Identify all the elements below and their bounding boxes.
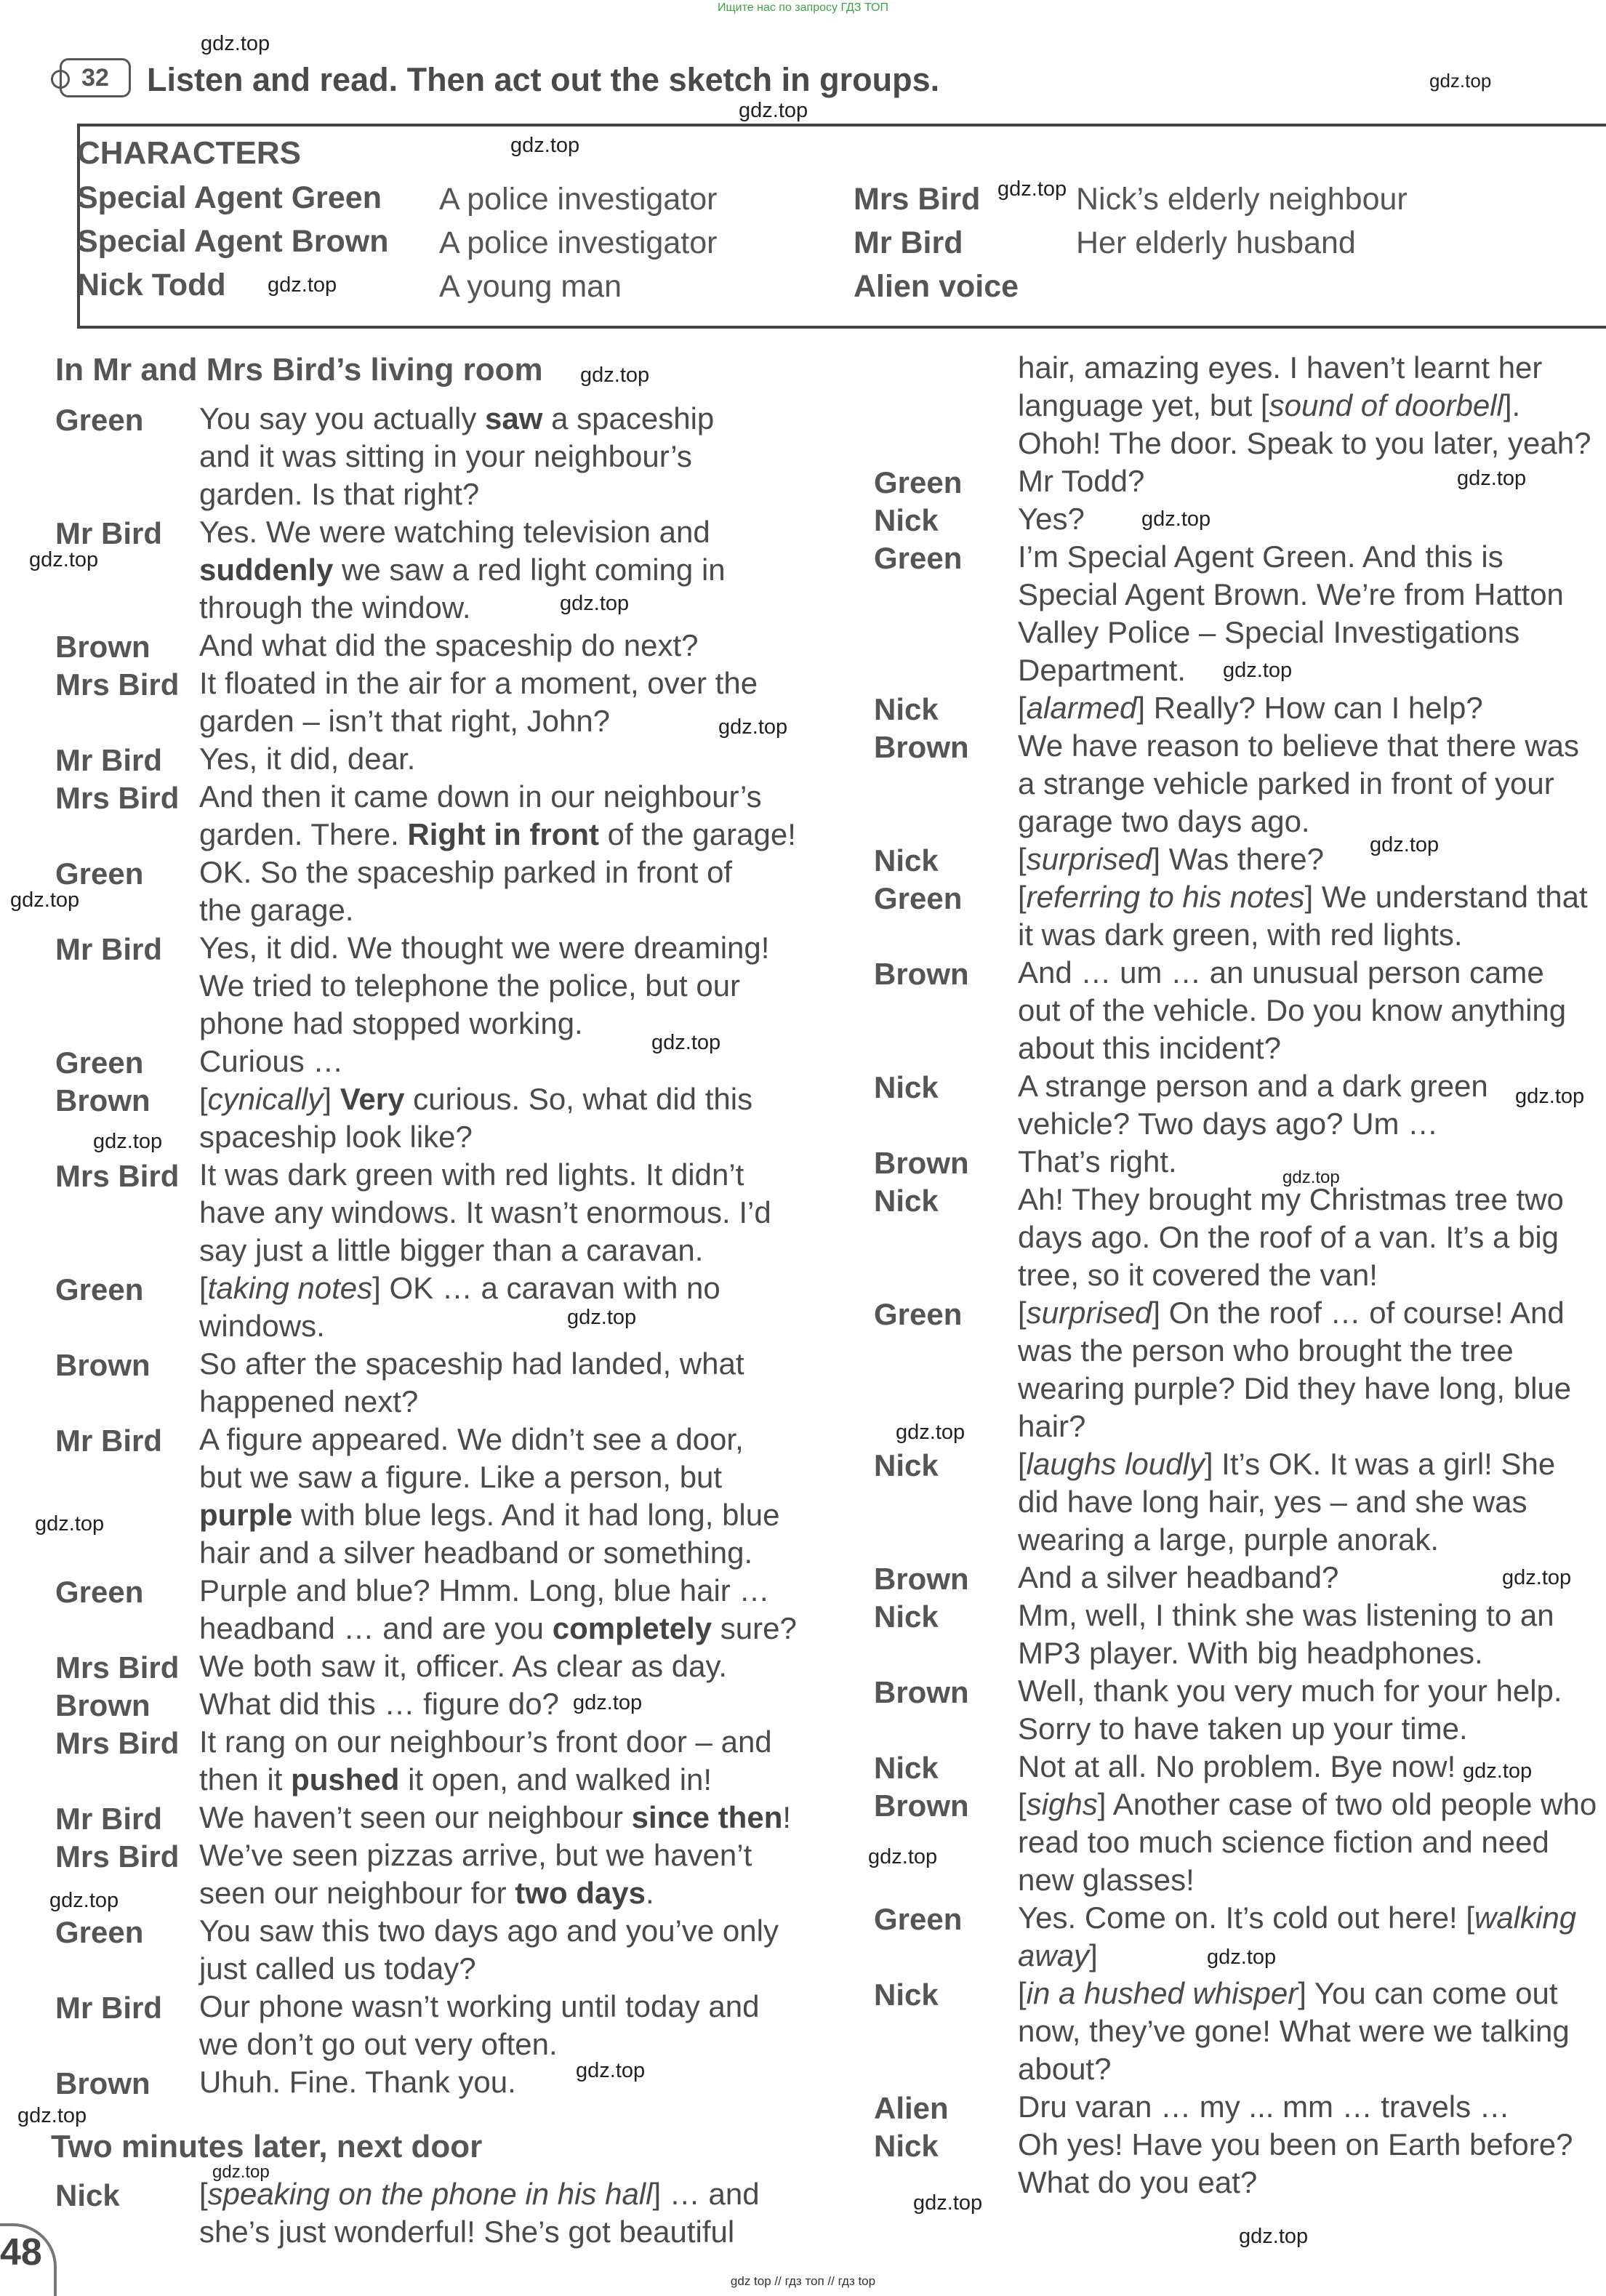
dialogue-line: say just a little bigger than a caravan. bbox=[199, 1233, 704, 1267]
dialogue-line: tree, so it covered the van! bbox=[1018, 1258, 1378, 1292]
dialogue-line: [referring to his notes] We understand that bbox=[1018, 880, 1588, 914]
speaker-name: Mr Bird bbox=[55, 1991, 162, 2025]
dialogue-line: now, they’ve gone! What were we talking bbox=[1018, 2014, 1570, 2048]
dialogue-line: headband … and are you completely sure? bbox=[199, 1611, 797, 1645]
character-name: Mr Bird bbox=[854, 225, 963, 260]
speaker-name: Brown bbox=[55, 1348, 150, 1382]
dialogue-line: it was dark green, with red lights. bbox=[1018, 918, 1463, 952]
dialogue-line: Curious … bbox=[199, 1044, 344, 1078]
watermark: gdz.top bbox=[718, 715, 788, 739]
speaker-name: Brown bbox=[874, 1789, 969, 1823]
speaker-name: Green bbox=[55, 1575, 144, 1609]
watermark: gdz.top bbox=[997, 177, 1067, 201]
character-name: Special Agent Brown bbox=[77, 224, 389, 259]
exercise-title: Listen and read. Then act out the sketch in groups. bbox=[147, 61, 940, 98]
dialogue-line: You saw this two days ago and you’ve only bbox=[199, 1914, 779, 1948]
dialogue-line: [alarmed] Really? How can I help? bbox=[1018, 691, 1483, 725]
speaker-name: Brown bbox=[874, 957, 969, 991]
dialogue-line: but we saw a figure. Like a person, but bbox=[199, 1460, 723, 1494]
speaker-name: Brown bbox=[55, 2066, 150, 2100]
dialogue-line: new glasses! bbox=[1018, 1863, 1195, 1897]
dialogue-line: OK. So the spaceship parked in front of bbox=[199, 855, 733, 889]
speaker-name: Green bbox=[55, 403, 144, 437]
character-desc: A young man bbox=[439, 269, 622, 304]
dialogue-line: What do you eat? bbox=[1018, 2165, 1258, 2199]
dialogue-line: language yet, but [sound of doorbell]. bbox=[1018, 388, 1521, 422]
dialogue-line: Yes. We were watching television and bbox=[199, 515, 710, 549]
top-note: Ищите нас по запросу ГДЗ ТОП bbox=[718, 1, 888, 14]
dialogue-line: [surprised] Was there? bbox=[1018, 842, 1324, 876]
dialogue-line: phone had stopped working. bbox=[199, 1006, 583, 1040]
dialogue-line: [surprised] On the roof … of course! And bbox=[1018, 1296, 1565, 1330]
footer: gdz top // гдз топ // гдз top bbox=[730, 2274, 876, 2288]
character-desc: A police investigator bbox=[439, 225, 718, 260]
speaker-name: Green bbox=[874, 1297, 963, 1331]
watermark: gdz.top bbox=[201, 32, 270, 55]
dialogue-line: read too much science fiction and need bbox=[1018, 1825, 1549, 1859]
watermark: gdz.top bbox=[560, 592, 630, 615]
dialogue-line: windows. bbox=[199, 1309, 325, 1343]
speaker-name: Brown bbox=[874, 1146, 969, 1180]
speaker-name: Nick bbox=[874, 843, 939, 878]
speaker-name: Brown bbox=[55, 1083, 150, 1117]
dialogue-line: hair and a silver headband or something. bbox=[199, 1536, 753, 1570]
dialogue-line: suddenly we saw a red light coming in bbox=[199, 553, 726, 587]
watermark: gdz.top bbox=[1282, 1168, 1340, 1187]
dialogue-line: MP3 player. With big headphones. bbox=[1018, 1636, 1483, 1670]
speaker-name: Mrs Bird bbox=[55, 781, 180, 815]
dialogue-line: Yes? bbox=[1018, 502, 1085, 536]
speaker-name: Green bbox=[55, 856, 144, 891]
page-number: 48 bbox=[0, 2231, 42, 2273]
watermark: gdz.top bbox=[1463, 1759, 1533, 1783]
dialogue-line: Oh yes! Have you been on Earth before? bbox=[1018, 2127, 1573, 2161]
dialogue-line: was the person who brought the tree bbox=[1018, 1333, 1514, 1368]
dialogue-line: the garage. bbox=[199, 893, 354, 927]
watermark: gdz.top bbox=[1502, 1566, 1572, 1589]
speaker-name: Mr Bird bbox=[55, 932, 162, 966]
speaker-name: Green bbox=[55, 1915, 144, 1949]
watermark: gdz.top bbox=[651, 1031, 721, 1054]
characters-title: CHARACTERS bbox=[77, 135, 301, 171]
dialogue-line: about? bbox=[1018, 2052, 1112, 2086]
dialogue-line: wearing a large, purple anorak. bbox=[1018, 1522, 1440, 1557]
dialogue-line: It rang on our neighbour’s front door – and bbox=[199, 1725, 772, 1759]
dialogue-line: [cynically] Very curious. So, what did this bbox=[199, 1082, 753, 1116]
speaker-name: Green bbox=[874, 881, 963, 915]
watermark: gdz.top bbox=[1370, 833, 1440, 856]
speaker-name: Mr Bird bbox=[55, 1424, 162, 1458]
dialogue-line: And a silver headband? bbox=[1018, 1560, 1339, 1594]
dialogue-line: What did this … figure do? bbox=[199, 1687, 559, 1721]
dialogue-line: And what did the spaceship do next? bbox=[199, 628, 699, 662]
dialogue-line: she’s just wonderful! She’s got beautiful bbox=[199, 2215, 735, 2249]
watermark: gdz.top bbox=[35, 1512, 105, 1536]
watermark: gdz.top bbox=[29, 548, 99, 571]
dialogue-line: Valley Police – Special Investigations bbox=[1018, 615, 1520, 649]
character-name: Nick Todd bbox=[77, 268, 226, 302]
character-desc: A police investigator bbox=[439, 182, 718, 217]
dialogue-line: We have reason to believe that there was bbox=[1018, 728, 1580, 763]
watermark: gdz.top bbox=[1429, 70, 1492, 92]
speaker-name: Mrs Bird bbox=[55, 1650, 180, 1685]
dialogue-line: [sighs] Another case of two old people who bbox=[1018, 1787, 1597, 1821]
dialogue-line: Ah! They brought my Christmas tree two bbox=[1018, 1182, 1564, 1216]
watermark: gdz.top bbox=[868, 1845, 938, 1868]
dialogue-line: have any windows. It wasn’t enormous. I’d bbox=[199, 1195, 771, 1229]
dialogue-line: Well, thank you very much for your help. bbox=[1018, 1674, 1562, 1708]
speaker-name: Nick bbox=[874, 1599, 939, 1634]
dialogue-line: through the window. bbox=[199, 590, 471, 625]
dialogue-line: We haven’t seen our neighbour since then! bbox=[199, 1800, 792, 1834]
dialogue-line: Sorry to have taken up your time. bbox=[1018, 1711, 1468, 1746]
watermark: gdz.top bbox=[1457, 467, 1527, 490]
dialogue-line: A strange person and a dark green bbox=[1018, 1069, 1488, 1103]
speaker-name: Nick bbox=[874, 1978, 939, 2012]
dialogue-line: about this incident? bbox=[1018, 1031, 1281, 1065]
dialogue-line: garden. There. Right in front of the garage! bbox=[199, 817, 796, 851]
speaker-name: Mr Bird bbox=[55, 743, 162, 777]
dialogue-line: Not at all. No problem. Bye now! bbox=[1018, 1749, 1456, 1783]
dialogue-line: Ohoh! The door. Speak to you later, yeah? bbox=[1018, 426, 1591, 460]
character-desc: Her elderly husband bbox=[1076, 225, 1356, 260]
dialogue-line: we don’t go out very often. bbox=[199, 2027, 558, 2061]
speaker-name: Nick bbox=[874, 1070, 939, 1104]
speaker-name: Brown bbox=[874, 730, 969, 764]
watermark: gdz.top bbox=[567, 1306, 637, 1329]
dialogue-line: It was dark green with red lights. It didn’t bbox=[199, 1157, 744, 1192]
dialogue-line: garden. Is that right? bbox=[199, 477, 480, 511]
dialogue-line: We’ve seen pizzas arrive, but we haven’t bbox=[199, 1838, 752, 1872]
dialogue-line: did have long hair, yes – and she was bbox=[1018, 1485, 1527, 1519]
speaker-name: Nick bbox=[874, 1448, 939, 1482]
dialogue-line: We tried to telephone the police, but our bbox=[199, 968, 741, 1003]
watermark: gdz.top bbox=[1223, 659, 1293, 682]
dialogue-line: garden – isn’t that right, John? bbox=[199, 704, 611, 738]
dialogue-line: Purple and blue? Hmm. Long, blue hair … bbox=[199, 1573, 770, 1607]
dialogue-line: Dru varan … my ... mm … travels … bbox=[1018, 2090, 1510, 2124]
watermark: gdz.top bbox=[580, 364, 650, 387]
scene-heading: In Mr and Mrs Bird’s living room bbox=[55, 352, 543, 388]
dialogue-line: [taking notes] OK … a caravan with no bbox=[199, 1271, 720, 1305]
speaker-name: Green bbox=[55, 1272, 144, 1306]
dialogue-line: Yes, it did, dear. bbox=[199, 742, 416, 776]
dialogue-line: and it was sitting in your neighbour’s bbox=[199, 439, 692, 473]
dialogue-line: purple with blue legs. And it had long, blue bbox=[199, 1498, 780, 1532]
dialogue-line: Yes, it did. We thought we were dreaming! bbox=[199, 931, 770, 965]
scene-heading: Two minutes later, next door bbox=[51, 2129, 483, 2164]
dialogue-line: A figure appeared. We didn’t see a door, bbox=[199, 1422, 744, 1456]
dialogue-line: out of the vehicle. Do you know anything bbox=[1018, 993, 1567, 1027]
dialogue-line: Uhuh. Fine. Thank you. bbox=[199, 2065, 516, 2099]
watermark: gdz.top bbox=[896, 1421, 965, 1444]
dialogue-line: vehicle? Two days ago? Um … bbox=[1018, 1107, 1439, 1141]
watermark: gdz.top bbox=[573, 1691, 643, 1714]
dialogue-line: just called us today? bbox=[199, 1951, 476, 1986]
speaker-name: Brown bbox=[874, 1562, 969, 1596]
speaker-name: Green bbox=[874, 541, 963, 575]
speaker-name: Nick bbox=[874, 692, 939, 726]
watermark: gdz.top bbox=[739, 99, 808, 122]
watermark: gdz.top bbox=[268, 273, 337, 297]
dialogue-line: You say you actually saw a spaceship bbox=[199, 401, 715, 435]
dialogue-line: hair? bbox=[1018, 1409, 1086, 1443]
speaker-name: Brown bbox=[55, 630, 150, 664]
dialogue-line: Department. bbox=[1018, 653, 1187, 687]
dialogue-line: I’m Special Agent Green. And this is bbox=[1018, 539, 1503, 574]
dialogue-line: then it pushed it open, and walked in! bbox=[199, 1762, 712, 1797]
exercise-number: 32 bbox=[60, 58, 131, 97]
speaker-name: Mr Bird bbox=[55, 1802, 162, 1836]
dialogue-line: [in a hushed whisper] You can come out bbox=[1018, 1976, 1558, 2010]
speaker-name: Brown bbox=[874, 1675, 969, 1709]
character-name: Mrs Bird bbox=[854, 182, 981, 217]
dialogue-line: And … um … an unusual person came bbox=[1018, 955, 1544, 990]
watermark: gdz.top bbox=[10, 888, 80, 912]
watermark: gdz.top bbox=[1207, 1946, 1277, 1969]
speaker-name: Mrs Bird bbox=[55, 1726, 180, 1760]
dialogue-line: Yes. Come on. It’s cold out here! [walking bbox=[1018, 1900, 1577, 1935]
watermark: gdz.top bbox=[212, 2162, 270, 2182]
dialogue-line: [speaking on the phone in his hall] … and bbox=[199, 2177, 760, 2211]
dialogue-line: hair, amazing eyes. I haven’t learnt her bbox=[1018, 350, 1543, 385]
dialogue-line: days ago. On the roof of a van. It’s a big bbox=[1018, 1220, 1559, 1254]
speaker-name: Green bbox=[55, 1045, 144, 1080]
dialogue-line: It floated in the air for a moment, over the bbox=[199, 666, 758, 700]
dialogue-line: happened next? bbox=[199, 1384, 419, 1418]
speaker-name: Mrs Bird bbox=[55, 667, 180, 702]
speaker-name: Alien bbox=[874, 2091, 949, 2125]
watermark: gdz.top bbox=[510, 134, 580, 157]
watermark: gdz.top bbox=[913, 2191, 983, 2215]
dialogue-line: Special Agent Brown. We’re from Hatton bbox=[1018, 577, 1564, 611]
dialogue-line: spaceship look like? bbox=[199, 1120, 473, 1154]
speaker-name: Green bbox=[874, 1902, 963, 1936]
speaker-name: Nick bbox=[55, 2178, 120, 2212]
watermark: gdz.top bbox=[1515, 1085, 1585, 1108]
character-name: Alien voice bbox=[854, 269, 1019, 304]
dialogue-line: And then it came down in our neighbour’s bbox=[199, 779, 762, 814]
watermark: gdz.top bbox=[49, 1889, 119, 1912]
dialogue-line: Mm, well, I think she was listening to an bbox=[1018, 1598, 1554, 1632]
dialogue-line: We both saw it, officer. As clear as day. bbox=[199, 1649, 728, 1683]
dialogue-line: away] bbox=[1018, 1938, 1098, 1972]
dialogue-line: seen our neighbour for two days. bbox=[199, 1876, 654, 1910]
dialogue-line: So after the spaceship had landed, what bbox=[199, 1346, 744, 1381]
speaker-name: Nick bbox=[874, 2129, 939, 2163]
watermark: gdz.top bbox=[1239, 2225, 1309, 2248]
dialogue-line: Our phone wasn’t working until today and bbox=[199, 1989, 760, 2023]
character-desc: Nick’s elderly neighbour bbox=[1076, 182, 1408, 217]
dialogue-line: Mr Todd? bbox=[1018, 464, 1145, 498]
character-name: Special Agent Green bbox=[77, 180, 382, 215]
dialogue-line: garage two days ago. bbox=[1018, 804, 1310, 838]
speaker-name: Mrs Bird bbox=[55, 1839, 180, 1874]
speaker-name: Nick bbox=[874, 503, 939, 537]
watermark: gdz.top bbox=[1141, 507, 1211, 531]
dialogue-line: a strange vehicle parked in front of your bbox=[1018, 766, 1554, 800]
speaker-name: Mr Bird bbox=[55, 516, 162, 550]
speaker-name: Mrs Bird bbox=[55, 1159, 180, 1193]
speaker-name: Nick bbox=[874, 1751, 939, 1785]
dialogue-line: wearing purple? Did they have long, blue bbox=[1018, 1371, 1572, 1405]
dialogue-line: [laughs loudly] It’s OK. It was a girl! She bbox=[1018, 1447, 1556, 1481]
speaker-name: Brown bbox=[55, 1688, 150, 1722]
watermark: gdz.top bbox=[93, 1130, 163, 1153]
watermark: gdz.top bbox=[576, 2059, 646, 2082]
watermark: gdz.top bbox=[17, 2104, 87, 2127]
dialogue-line: That’s right. bbox=[1018, 1144, 1177, 1179]
speaker-name: Nick bbox=[874, 1184, 939, 1218]
speaker-name: Green bbox=[874, 465, 963, 499]
